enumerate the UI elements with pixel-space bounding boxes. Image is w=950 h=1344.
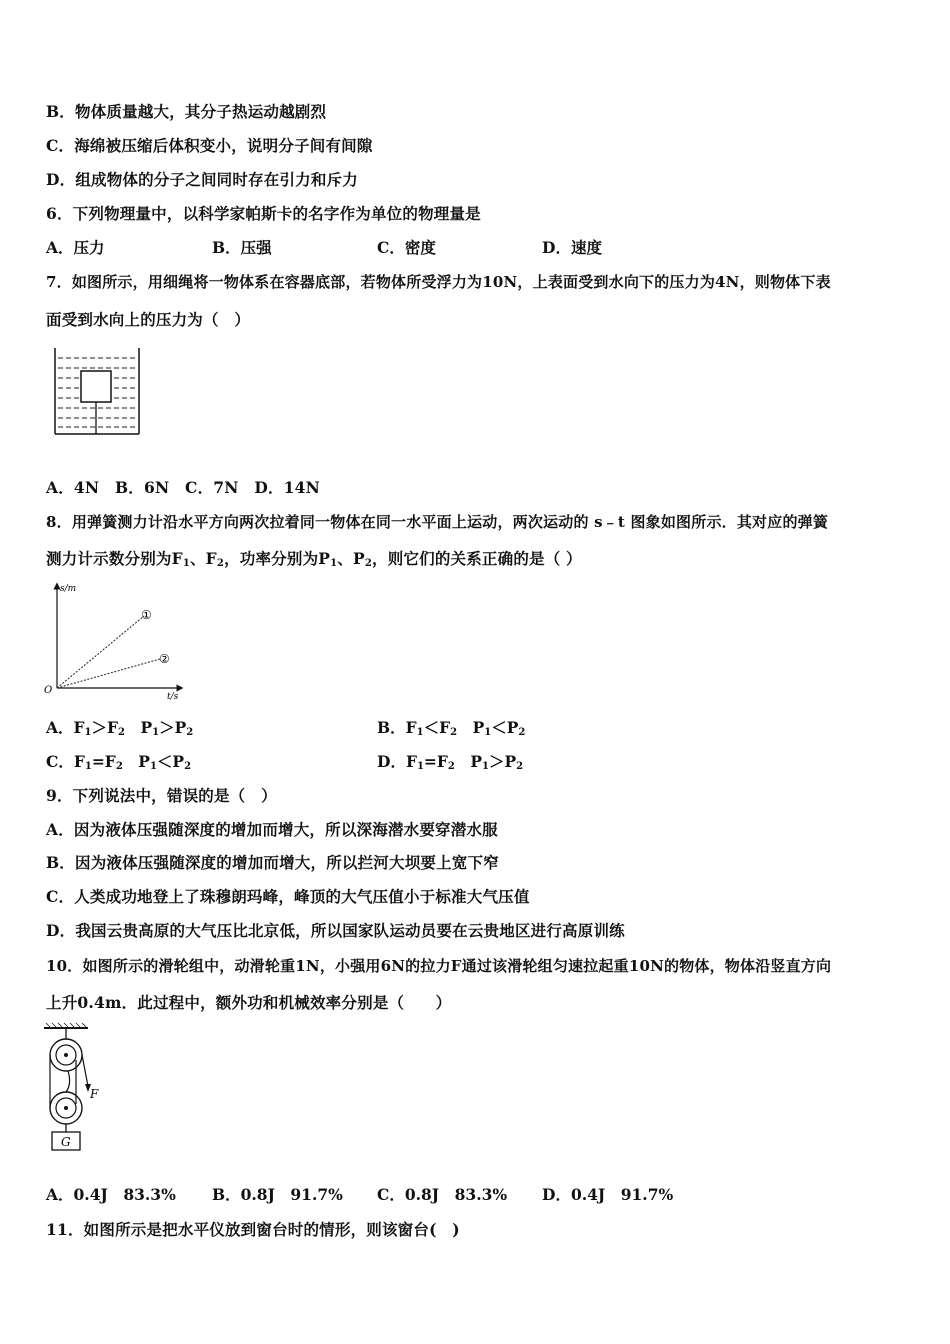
q6-option-d: D．速度	[542, 238, 602, 257]
origin-label: O	[44, 685, 53, 696]
st-graph	[40, 580, 185, 705]
container-figure	[52, 346, 144, 438]
force-label: F	[90, 1087, 99, 1101]
q7-options: A．4N B．6N C．7N D．14N	[46, 478, 321, 497]
q6-option-b: B．压强	[212, 238, 272, 257]
line-1	[57, 616, 144, 688]
q5-option-c: C．海绵被压缩后体积变小，说明分子间有间隙	[46, 136, 373, 155]
q9-option-c: C．人类成功地登上了珠穆朗玛峰，峰顶的大气压值小于标准大气压值	[46, 887, 530, 906]
q8-option-d: D．$F_1=F_2$ $P_1>P_2$	[377, 752, 524, 772]
q6-stem: 6．下列物理量中，以科学家帕斯卡的名字作为单位的物理量是	[46, 204, 481, 223]
q9-stem: 9．下列说法中，错误的是（ ）	[46, 786, 277, 805]
q10-stem-line2: 上升0.4m．此过程中，额外功和机械效率分别是（ ）	[46, 993, 452, 1012]
line-2-label: ②	[159, 652, 170, 666]
q8-option-a: A．$F_1>F_2$ $P_1>P_2$	[46, 718, 194, 738]
q7-stem-line1: 7．如图所示，用细绳将一物体系在容器底部，若物体所受浮力为10N，上表面受到水向下的压力为4N，则物体下表	[46, 273, 831, 291]
q9-option-a: A．因为液体压强随深度的增加而增大，所以深海潜水要穿潜水服	[46, 820, 498, 839]
q8-option-c: C．$F_1=F_2$ $P_1<P_2$	[46, 752, 192, 772]
q8-stem-line1: 8．用弹簧测力计沿水平方向两次拉着同一物体在同一水平面上运动，两次运动的 s﹣t 图象如图所示．其对应的弹簧	[46, 513, 829, 531]
q8-stem-line2: 测力计示数分别为$F_1$、$F_2$，功率分别为$P_1$、$P_2$，则它们的关系正确的是（ ）	[46, 549, 582, 569]
q10-option-b: B．0.8J 91.7%	[212, 1185, 343, 1204]
line-2	[57, 659, 160, 688]
q10-option-a: A．0.4J 83.3%	[46, 1185, 176, 1204]
q10-option-d: D．0.4J 91.7%	[542, 1185, 674, 1204]
q6-option-c: C．密度	[377, 238, 436, 257]
q7-stem-line2: 面受到水向上的压力为（ ）	[46, 310, 251, 329]
q8-option-b: B．$F_1<F_2$ $P_1<P_2$	[377, 718, 526, 738]
line-1-label: ①	[141, 608, 152, 622]
q5-option-b: B．物体质量越大，其分子热运动越剧烈	[46, 102, 327, 121]
q5-option-d: D．组成物体的分子之间同时存在引力和斥力	[46, 170, 358, 189]
q10-stem-line1: 10．如图所示的滑轮组中，动滑轮重1N，小强用6N的拉力F通过该滑轮组匀速拉起重10N的物体，物体沿竖直方向	[46, 957, 832, 975]
y-axis-label: s/m	[60, 584, 77, 594]
pulley-figure	[40, 1022, 110, 1154]
q6-option-a: A．压力	[46, 238, 105, 257]
q10-option-c: C．0.8J 83.3%	[377, 1185, 508, 1204]
x-axis-label: t/s	[167, 692, 179, 702]
q9-option-d: D．我国云贵高原的大气压比北京低，所以国家队运动员要在云贵地区进行高原训练	[46, 921, 625, 940]
q11-stem: 11．如图所示是把水平仪放到窗台时的情形，则该窗台( )	[46, 1220, 460, 1239]
q9-option-b: B．因为液体压强随深度的增加而增大，所以拦河大坝要上宽下窄	[46, 853, 499, 872]
weight-label: G	[61, 1135, 71, 1149]
